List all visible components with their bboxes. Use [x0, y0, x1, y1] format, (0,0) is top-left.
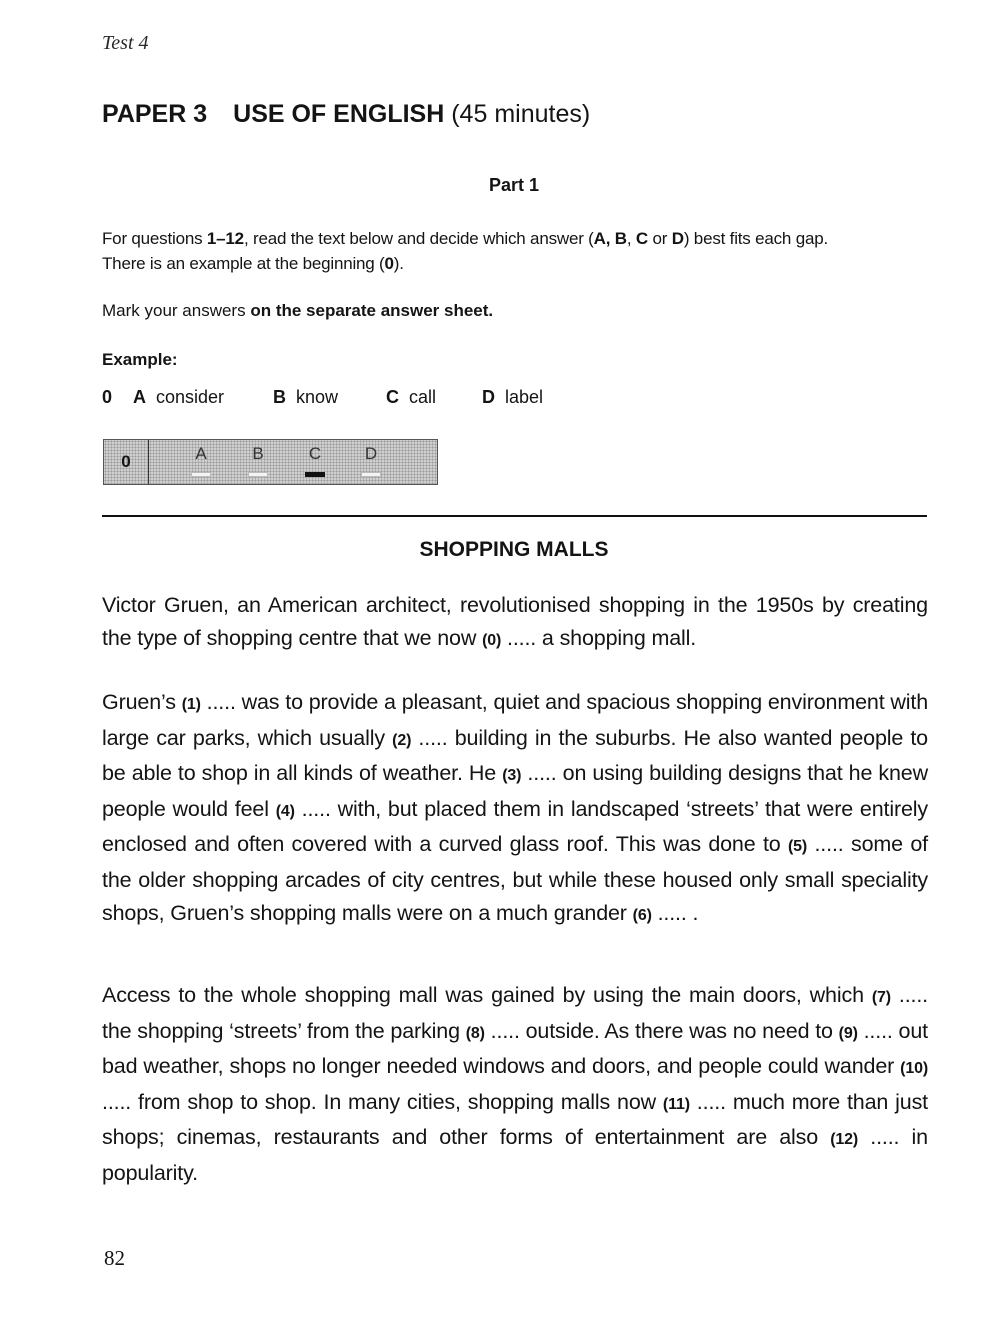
passage-paragraph-2: Gruen’s (1) ..... was to provide a pleasant, quiet and spacious shopping environment with large car parks, which usually (2) ..... building in the suburbs. He also wanted people to be able to shop in all kinds of weather. He (3) ..... on using building designs that he knew people would feel (4) ..... with, but placed them in landscaped ‘streets’ that were entirely enclosed and often covered with a curved glass roof. This was done to (5) ..... some of the older shopping arcades of city centres, but while these housed only small speciality shops, Gruen’s shopping malls were on a much grander (6) ..... . [102, 690, 929, 925]
gap-marker: (6) [632, 906, 652, 924]
example-number: 0 [384, 254, 394, 273]
passage-paragraph-3: Access to the whole shopping mall was gained by using the main doors, which (7) ..... the shopping ‘streets’ from the parking (8) ..... outside. As there was no need to (9) ..... out bad weather, shops no longer needed windows and doors, and people could wander (10) ..... from shop to shop. In many cities, shopping malls now (11) ..... much more than just shops; cinemas, restaurants and other forms of entertainment are also (12) ..... in popularity. [102, 983, 928, 1185]
gap-marker: (12) [830, 1131, 859, 1149]
question-range: 1–12 [206, 229, 244, 248]
page-title [102, 100, 590, 129]
instr-text: Mark your answers [102, 301, 251, 320]
instr-text: or [647, 229, 672, 248]
answer-mark-d [361, 472, 381, 477]
running-head: Test 4 [102, 32, 149, 54]
gap-marker: (9) [838, 1024, 858, 1042]
gap-marker: (0) [482, 631, 502, 649]
answer-mark-a [191, 472, 211, 477]
answer-letter-b: B [252, 444, 264, 463]
part-heading: Part 1 [488, 175, 540, 195]
gap-marker: (5) [787, 838, 808, 856]
gap-marker: (7) [871, 989, 891, 1006]
passage-paragraph-1: Victor Gruen, an American architect, revolutionised shopping in the 1950s by creating the type of shopping centre that we now (0) ..... a shopping mall. [102, 593, 928, 650]
example-option-d: D label [482, 387, 544, 407]
instr-text: , [626, 229, 636, 248]
paper-duration: (45 minutes) [451, 100, 591, 128]
gap-marker: (8) [465, 1024, 485, 1042]
example-number: 0 [102, 387, 113, 407]
gap-marker: (11) [662, 1095, 690, 1113]
instr-text: ) best fits each gap. [683, 229, 828, 248]
page-number: 82 [104, 1246, 125, 1270]
instructions [102, 226, 932, 276]
paper-label: PAPER 3 [102, 100, 208, 128]
option-letter: C [635, 229, 648, 248]
answer-sheet-instruction [102, 301, 493, 321]
gap-marker: (10) [900, 1060, 928, 1078]
answer-letter-a: A [195, 444, 207, 463]
instr-text: For questions [102, 229, 207, 248]
answer-mark-b [248, 472, 268, 477]
answer-mark-c-selected [305, 472, 325, 477]
example-option-b: B know [273, 387, 339, 407]
gap-marker: (4) [275, 802, 295, 820]
example-answer-box [103, 439, 438, 485]
answer-letter-c: C [308, 444, 322, 463]
instr-text: There is an example at the beginning ( [102, 254, 385, 273]
example-option-c: C call [386, 387, 437, 407]
answer-letter-d: D [364, 444, 378, 463]
instr-text: , read the text below and decide which answer ( [243, 229, 594, 248]
paper-name: USE OF ENGLISH [233, 100, 445, 128]
option-letters: A, B [593, 229, 627, 248]
example-option-a: A consider [133, 387, 225, 407]
instr-text: ). [393, 254, 404, 273]
answer-box-number: 0 [104, 440, 149, 484]
option-letter: D [671, 229, 684, 248]
example-label: Example: [102, 350, 178, 369]
instr-emphasis: on the separate answer sheet. [250, 301, 494, 320]
divider [102, 515, 927, 517]
gap-marker: (1) [181, 696, 201, 713]
gap-marker: (3) [502, 767, 522, 785]
passage-title: SHOPPING MALLS [419, 538, 609, 561]
gap-marker: (2) [392, 731, 412, 749]
